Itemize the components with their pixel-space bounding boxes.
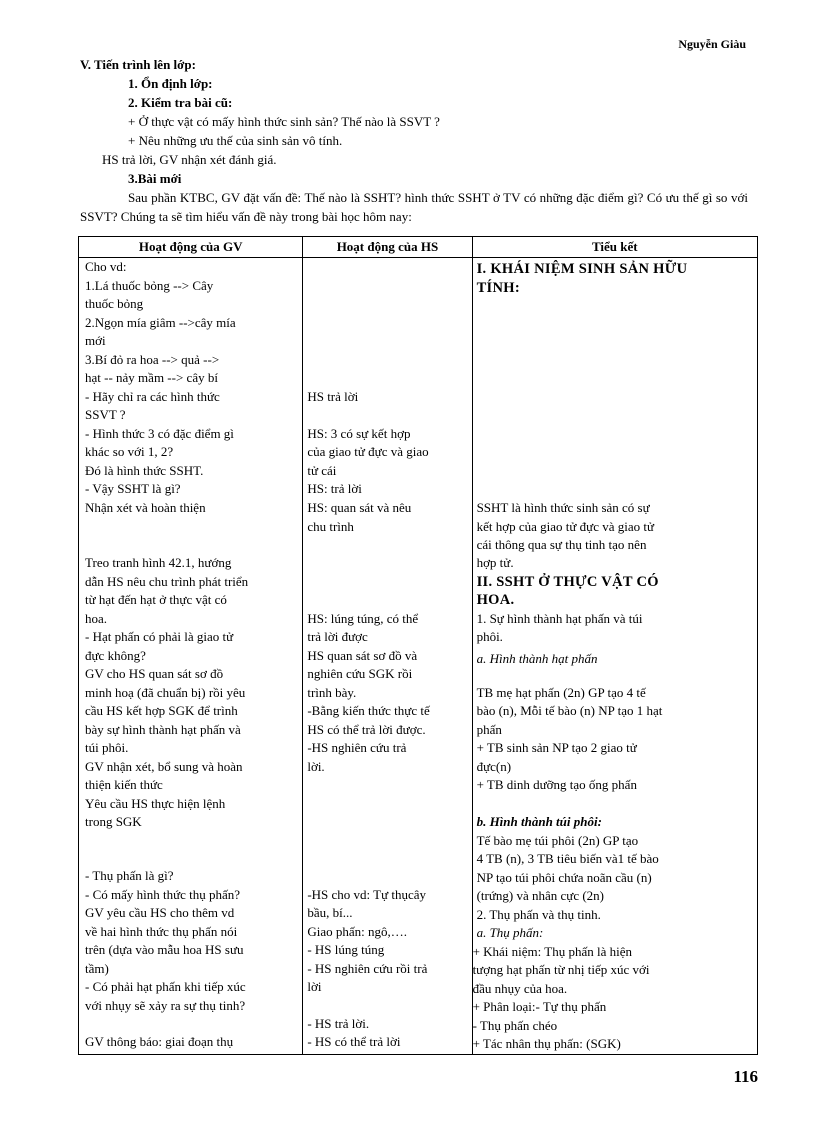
summary-line: hợp tử. — [476, 555, 514, 570]
review-question: + Ở thực vật có mấy hình thức sinh sản? Thế nào là SSVT ? — [128, 114, 440, 129]
summary-line: + TB dinh dưỡng tạo ống phấn — [476, 777, 637, 792]
gv-line: SSVT ? — [85, 407, 126, 422]
summary-heading: II. SSHT Ở THỰC VẬT CÓ — [476, 573, 659, 590]
summary-line: cái thông qua sự thụ tinh tạo nên — [476, 537, 647, 552]
summary-line: (trứng) và nhân cực (2n) — [476, 888, 604, 903]
hs-line: HS: 3 có sự kết hợp — [307, 425, 411, 441]
summary-line: bào (n), Mỗi tế bào (n) NP tạo 1 hạt — [476, 703, 663, 718]
gv-line: GV yêu cầu HS cho thêm vd — [85, 905, 235, 920]
summary-subheading: a. Hình thành hạt phấn — [476, 651, 598, 666]
gv-line: - Hãy chỉ ra các hình thức — [85, 388, 220, 404]
summary-column — [472, 258, 757, 1055]
summary-line: NP tạo túi phôi chứa noãn cầu (n) — [476, 869, 652, 885]
hs-line: Giao phấn: ngô,…. — [307, 923, 407, 939]
hs-line: lời. — [307, 758, 325, 774]
summary-heading: HOA. — [476, 592, 515, 608]
gv-line: - Vậy SSHT là gì? — [85, 481, 181, 496]
summary-line: tượng hạt phấn từ nhị tiếp xúc với — [472, 962, 650, 977]
hs-line: - HS trả lời. — [307, 1016, 370, 1031]
hs-line: - HS lúng túng — [307, 942, 385, 957]
gv-line: trên (dựa vào mẫu hoa HS sưu — [85, 942, 244, 957]
gv-line: GV cho HS quan sát sơ đồ — [85, 666, 224, 681]
hs-line: lời — [307, 979, 322, 994]
summary-line: Tế bào mẹ túi phôi (2n) GP tạo — [476, 832, 639, 848]
gv-line: với nhụy sẽ xảy ra sự thụ tinh? — [85, 997, 246, 1013]
gv-line: 2.Ngọn mía giâm -->cây mía — [85, 314, 236, 330]
gv-line: GV thông báo: giai đoạn thụ — [85, 1034, 234, 1049]
gv-line: 3.Bí đỏ ra hoa --> quả --> — [85, 351, 220, 367]
column-header-gv: Hoạt động của GV — [79, 237, 303, 258]
gv-line: - Có phải hạt phấn khi tiếp xúc — [85, 979, 246, 994]
hs-column — [303, 258, 472, 1055]
hs-line: -HS nghiên cứu trả — [307, 740, 407, 755]
step-heading: 3.Bài mới — [128, 171, 182, 186]
gv-line: túi phôi. — [85, 740, 129, 755]
hs-line: bầu, bí... — [307, 905, 353, 920]
hs-line: HS quan sát sơ đồ và — [307, 647, 418, 663]
review-question: + Nêu những ưu thế của sinh sản vô tính. — [128, 133, 343, 148]
gv-line: Đó là hình thức SSHT. — [85, 462, 204, 478]
hs-line: trình bày. — [307, 684, 357, 700]
gv-line: Nhận xét và hoàn thiện — [85, 500, 206, 515]
summary-line: 4 TB (n), 3 TB tiêu biến và1 tế bào — [476, 851, 659, 866]
page-number: 116 — [733, 1067, 758, 1086]
gv-line: trong SGK — [85, 814, 142, 829]
summary-line: SSHT là hình thức sinh sản có sự — [476, 500, 650, 515]
gv-line: mới — [85, 333, 106, 348]
hs-line: HS: quan sát và nêu — [307, 500, 412, 515]
gv-line: thuốc bỏng — [85, 296, 144, 311]
step-heading: 2. Kiểm tra bài cũ: — [128, 95, 233, 110]
gv-line: 1.Lá thuốc bỏng --> Cây — [85, 277, 214, 293]
author-name: Nguyễn Giàu — [678, 37, 746, 51]
step-heading: 1. Ổn định lớp: — [128, 76, 213, 91]
summary-heading: TÍNH: — [476, 279, 520, 296]
summary-line: TB mẹ hạt phấn (2n) GP tạo 4 tế — [476, 684, 646, 700]
column-header-summary: Tiểu kết — [472, 237, 757, 258]
review-note: HS trả lời, GV nhận xét đánh giá. — [102, 152, 277, 167]
summary-line: phấn — [476, 721, 502, 737]
summary-line: kết hợp của giao tử đực và giao tử — [476, 518, 655, 534]
hs-line: HS: lúng túng, có thể — [307, 610, 419, 626]
gv-line: dẫn HS nêu chu trình phát triển — [85, 573, 249, 589]
gv-column — [79, 258, 303, 1055]
gv-line: - Hình thức 3 có đặc điểm gì — [85, 425, 234, 441]
gv-line: Treo tranh hình 42.1, hướng — [85, 555, 232, 570]
gv-line: Cho vd: — [85, 259, 127, 274]
gv-line: hạt -- nảy mầm --> cây bí — [85, 370, 218, 385]
summary-line: - Thụ phấn chéo — [472, 1017, 558, 1033]
summary-heading: I. KHÁI NIỆM SINH SẢN HỮU — [476, 261, 688, 277]
lesson-table — [78, 236, 758, 1055]
summary-line: 2. Thụ phấn và thụ tinh. — [476, 906, 601, 922]
hs-line: HS có thể trả lời được. — [307, 721, 426, 737]
gv-line: từ hạt đến hạt ở thực vật có — [85, 592, 227, 607]
summary-line: phôi. — [476, 629, 503, 644]
gv-line: Yêu cầu HS thực hiện lệnh — [85, 795, 226, 811]
hs-line: HS trả lời — [307, 388, 359, 404]
summary-line: đực(n) — [476, 758, 512, 774]
summary-line: + Tác nhân thụ phấn: (SGK) — [472, 1036, 621, 1051]
gv-line: - Hạt phấn có phải là giao tử — [85, 629, 234, 644]
hs-line: HS: trả lời — [307, 481, 362, 496]
hs-line: tử cái — [307, 462, 337, 478]
summary-subheading: b. Hình thành túi phôi: — [476, 814, 602, 829]
gv-line: thiện kiến thức — [85, 777, 163, 792]
hs-line: - HS nghiên cứu rồi trả — [307, 960, 428, 976]
hs-line: của giao tử đực và giao — [307, 444, 429, 459]
lesson-intro — [80, 55, 748, 226]
gv-line: tầm) — [85, 960, 109, 976]
hs-line: -HS cho vd: Tự thụcây — [307, 886, 427, 902]
summary-line: + Phân loại:- Tự thụ phấn — [472, 999, 607, 1014]
intro-paragraph: Sau phần KTBC, GV đặt vấn đề: Thế nào là SSHT? hình thức SSHT ở TV có những đặc điểm gì? Có ưu thế gì so với SSVT? Chúng ta sẽ tìm hiểu vấn đề này trong bài học hôm nay: — [80, 190, 748, 224]
hs-line: trả lời được — [307, 629, 368, 644]
gv-line: - Có mấy hình thức thụ phấn? — [85, 886, 241, 902]
gv-line: - Thụ phấn là gì? — [85, 868, 174, 883]
gv-line: cầu HS kết hợp SGK để trình — [85, 703, 238, 718]
hs-line: chu trình — [307, 518, 354, 534]
section-title: V. Tiến trình lên lớp: — [80, 57, 196, 72]
gv-line: GV nhận xét, bổ sung và hoàn — [85, 758, 243, 774]
hs-line: nghiên cứu SGK rồi — [307, 666, 413, 681]
column-header-hs: Hoạt động của HS — [303, 237, 472, 258]
summary-line: đầu nhụy của hoa. — [472, 980, 568, 996]
summary-subheading: a. Thụ phấn: — [476, 925, 544, 940]
summary-line: 1. Sự hình thành hạt phấn và túi — [476, 610, 643, 626]
summary-line: + TB sinh sản NP tạo 2 giao tử — [476, 740, 637, 755]
gv-line: bày sự hình thành hạt phấn và — [85, 721, 241, 737]
hs-line: - HS có thể trả lời — [307, 1034, 401, 1049]
hs-line: -Bằng kiến thức thực tế — [307, 703, 430, 718]
gv-line: khác so với 1, 2? — [85, 444, 174, 459]
gv-line: đực không? — [85, 647, 146, 663]
summary-line: + Khái niệm: Thụ phấn là hiện — [472, 943, 633, 959]
gv-line: hoa. — [85, 610, 108, 626]
gv-line: về hai hình thức thụ phấn nói — [85, 923, 238, 939]
gv-line: minh hoạ (đã chuẩn bị) rồi yêu — [85, 684, 246, 700]
